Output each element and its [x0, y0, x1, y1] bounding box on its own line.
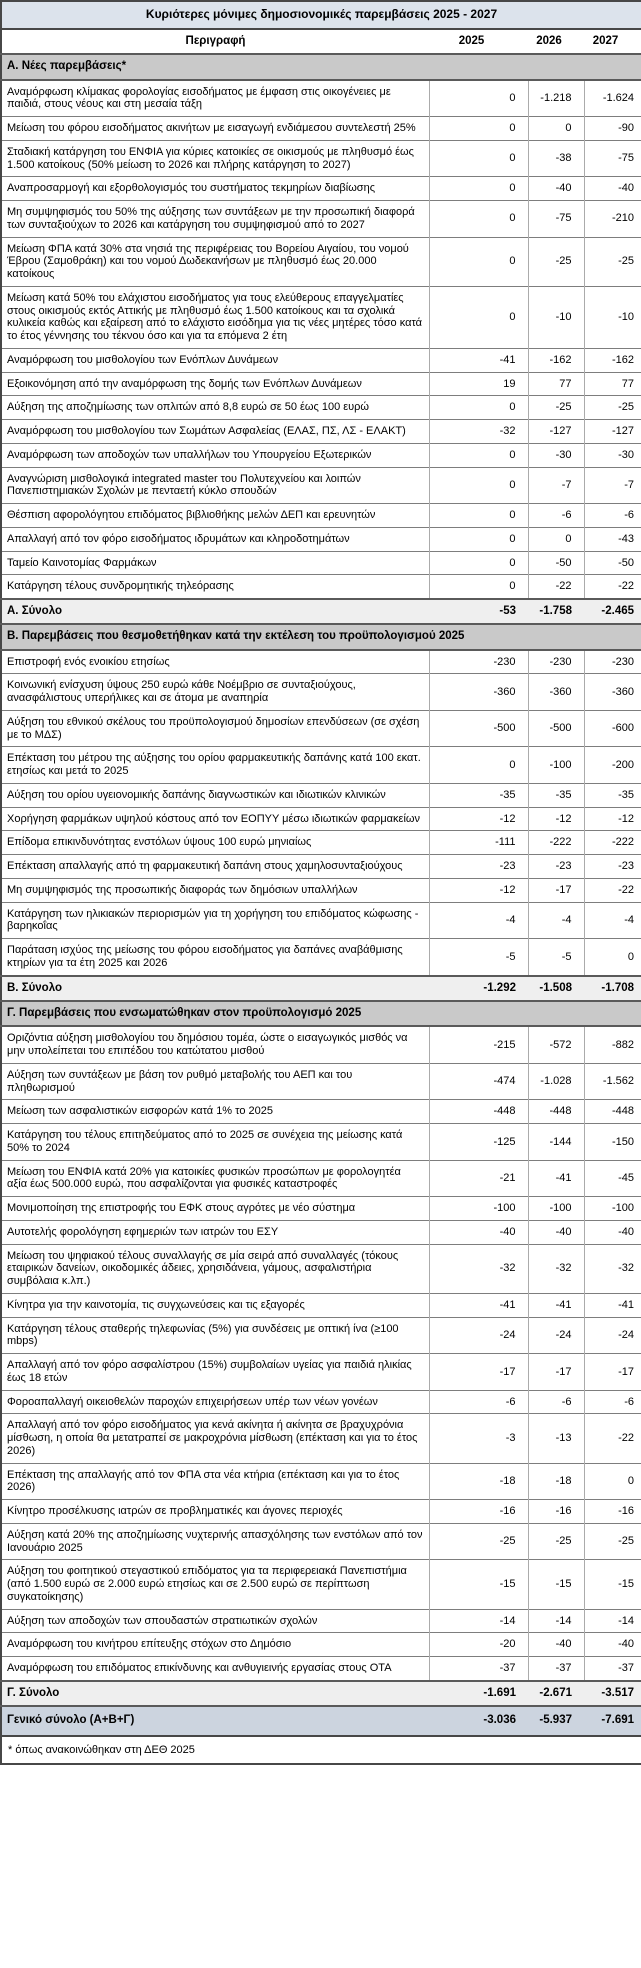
- row-description: Μείωση του ψηφιακού τέλους συναλλαγής σε μία σειρά από συναλλαγές (τόκους εταιρικών δανείων, οικοδομικές άδειες, χρησιδάνεια, γάμους, ασφαλιστήρια συμβόλαια κ.λπ.): [1, 1244, 429, 1293]
- row-value-2025: -448: [429, 1100, 528, 1124]
- row-value-2026: -17: [528, 1354, 584, 1391]
- row-description: Κατάργηση των ηλικιακών περιορισμών για τη χορήγηση του επιδόματος κώφωσης - βαρηκοΐας: [1, 902, 429, 939]
- row-value-2025: -15: [429, 1560, 528, 1609]
- row-value-2027: -6: [584, 1390, 641, 1414]
- row-value-2027: -17: [584, 1354, 641, 1391]
- table-row: [1, 80, 641, 117]
- row-value-2027: 0: [584, 939, 641, 976]
- row-description: Αύξηση του εθνικού σκέλους του προϋπολογισμού δημοσίων επενδύσεων (σε σχέση με το ΜΔΣ): [1, 710, 429, 747]
- row-value-2025: -16: [429, 1500, 528, 1524]
- table-row: [1, 237, 641, 286]
- table-row: [1, 396, 641, 420]
- row-description: Αύξηση του φοιτητικού στεγαστικού επιδόματος για τα περιφερειακά Πανεπιστήμια (από 1.500 ευρώ σε 2.000 ευρώ ετησίως και σε 2.500 ευρώ σε περίπτωση συγκατοίκησης): [1, 1560, 429, 1609]
- grand-total-value-2027: -7.691: [584, 1706, 641, 1735]
- row-value-2026: -572: [528, 1026, 584, 1063]
- row-value-2025: -12: [429, 878, 528, 902]
- row-value-2027: -1.562: [584, 1063, 641, 1100]
- row-value-2025: 0: [429, 396, 528, 420]
- table-row: [1, 1414, 641, 1463]
- table-row: [1, 710, 641, 747]
- row-value-2026: -41: [528, 1160, 584, 1197]
- row-value-2025: -40: [429, 1220, 528, 1244]
- row-value-2026: -222: [528, 831, 584, 855]
- row-description: Μείωση του ΕΝΦΙΑ κατά 20% για κατοικίες φυσικών προσώπων με φορολογητέα αξία έως 500.000 ευρώ, που ασφαλίζονται για φυσικές καταστροφές: [1, 1160, 429, 1197]
- row-value-2026: -24: [528, 1317, 584, 1354]
- row-value-2027: -210: [584, 201, 641, 238]
- subtotal-row: [1, 1681, 641, 1706]
- row-value-2026: -17: [528, 878, 584, 902]
- table-row: [1, 1244, 641, 1293]
- row-value-2027: -43: [584, 527, 641, 551]
- row-value-2027: -23: [584, 855, 641, 879]
- row-description: Αναμόρφωση του επιδόματος επικίνδυνης και ανθυγιεινής εργασίας στους ΟΤΑ: [1, 1657, 429, 1681]
- row-value-2027: -22: [584, 878, 641, 902]
- subtotal-label: Γ. Σύνολο: [1, 1681, 429, 1706]
- row-value-2027: -25: [584, 1523, 641, 1560]
- subtotal-value-2027: -1.708: [584, 976, 641, 1001]
- row-value-2026: -127: [528, 420, 584, 444]
- table-row: [1, 1633, 641, 1657]
- table-row: [1, 1500, 641, 1524]
- section-header-row: [1, 624, 641, 649]
- row-value-2025: -21: [429, 1160, 528, 1197]
- row-description: Αύξηση κατά 20% της αποζημίωσης νυχτερινής απασχόλησης των ενστόλων από τον Ιανουάριο 2025: [1, 1523, 429, 1560]
- row-value-2025: -3: [429, 1414, 528, 1463]
- row-value-2025: -23: [429, 855, 528, 879]
- row-value-2027: -41: [584, 1293, 641, 1317]
- table-row: [1, 1317, 641, 1354]
- row-value-2025: -474: [429, 1063, 528, 1100]
- row-value-2025: -24: [429, 1317, 528, 1354]
- table-body: [1, 54, 641, 1764]
- row-value-2026: -12: [528, 807, 584, 831]
- row-value-2026: -10: [528, 286, 584, 348]
- table-row: [1, 1390, 641, 1414]
- row-value-2025: -125: [429, 1124, 528, 1161]
- row-value-2026: -162: [528, 348, 584, 372]
- row-value-2026: -35: [528, 783, 584, 807]
- row-value-2025: 0: [429, 80, 528, 117]
- row-description: Απαλλαγή από τον φόρο ασφαλίστρου (15%) συμβολαίων υγείας για παιδιά ηλικίας έως 18 ετών: [1, 1354, 429, 1391]
- table-row: [1, 674, 641, 711]
- section-header-row: [1, 1001, 641, 1026]
- grand-total-value-2025: -3.036: [429, 1706, 528, 1735]
- section-header-label: Β. Παρεμβάσεις που θεσμοθετήθηκαν κατά την εκτέλεση του προϋπολογισμού 2025: [1, 624, 641, 649]
- row-value-2027: -37: [584, 1657, 641, 1681]
- table-row: [1, 783, 641, 807]
- row-description: Σταδιακή κατάργηση του ΕΝΦΙΑ για κύριες κατοικίες σε οικισμούς με πληθυσμό έως 1.500 κατοίκους (50% μείωση το 2026 και πλήρης κατάργηση το 2027): [1, 140, 429, 177]
- row-value-2025: -230: [429, 650, 528, 674]
- row-description: Αναμόρφωση του κινήτρου επίτευξης στόχων στο Δημόσιο: [1, 1633, 429, 1657]
- row-value-2027: -16: [584, 1500, 641, 1524]
- row-value-2026: -448: [528, 1100, 584, 1124]
- row-value-2025: -500: [429, 710, 528, 747]
- table-row: [1, 527, 641, 551]
- subtotal-value-2027: -3.517: [584, 1681, 641, 1706]
- row-value-2026: -360: [528, 674, 584, 711]
- row-value-2025: -12: [429, 807, 528, 831]
- row-value-2025: -100: [429, 1197, 528, 1221]
- row-value-2025: 0: [429, 504, 528, 528]
- table-row: [1, 1354, 641, 1391]
- row-value-2027: -1.624: [584, 80, 641, 117]
- row-description: Μονιμοποίηση της επιστροφής του ΕΦΚ στους αγρότες με νέο σύστημα: [1, 1197, 429, 1221]
- column-header-2027: 2027: [584, 29, 641, 54]
- row-value-2027: -162: [584, 348, 641, 372]
- row-description: Θέσπιση αφορολόγητου επιδόματος βιβλιοθήκης μελών ΔΕΠ και ερευνητών: [1, 504, 429, 528]
- row-description: Αύξηση του ορίου υγειονομικής δαπάνης διαγνωστικών και ιδιωτικών κλινικών: [1, 783, 429, 807]
- table-row: [1, 177, 641, 201]
- row-value-2026: -15: [528, 1560, 584, 1609]
- row-value-2026: -4: [528, 902, 584, 939]
- row-description: Επίδομα επικινδυνότητας ενστόλων ύψους 100 ευρώ μηνιαίως: [1, 831, 429, 855]
- row-value-2026: -32: [528, 1244, 584, 1293]
- row-description: Εξοικονόμηση από την αναμόρφωση της δομής των Ενόπλων Δυνάμεων: [1, 372, 429, 396]
- row-value-2027: -90: [584, 117, 641, 141]
- row-value-2025: 0: [429, 747, 528, 784]
- subtotal-label: Β. Σύνολο: [1, 976, 429, 1001]
- row-description: Αναμόρφωση του μισθολογίου των Σωμάτων Ασφαλείας (ΕΛΑΣ, ΠΣ, ΛΣ - ΕΛΑΚΤ): [1, 420, 429, 444]
- table-row: [1, 1160, 641, 1197]
- row-description: Κίνητρα για την καινοτομία, τις συγχωνεύσεις και τις εξαγορές: [1, 1293, 429, 1317]
- subtotal-row: [1, 976, 641, 1001]
- row-value-2027: -100: [584, 1197, 641, 1221]
- row-value-2026: -7: [528, 467, 584, 504]
- row-value-2026: -25: [528, 237, 584, 286]
- table-row: [1, 747, 641, 784]
- row-value-2026: -500: [528, 710, 584, 747]
- row-value-2027: -150: [584, 1124, 641, 1161]
- row-value-2027: -200: [584, 747, 641, 784]
- row-value-2026: -16: [528, 1500, 584, 1524]
- row-value-2027: -25: [584, 237, 641, 286]
- row-description: Αυτοτελής φορολόγηση εφημεριών των ιατρών του ΕΣΥ: [1, 1220, 429, 1244]
- row-value-2027: -6: [584, 504, 641, 528]
- row-description: Απαλλαγή από τον φόρο εισοδήματος ιδρυμάτων και κληροδοτημάτων: [1, 527, 429, 551]
- subtotal-value-2027: -2.465: [584, 599, 641, 624]
- row-value-2025: 19: [429, 372, 528, 396]
- row-value-2027: -22: [584, 1414, 641, 1463]
- row-description: Κατάργηση του τέλους επιτηδεύματος από το 2025 σε συνέχεια της μείωσης κατά 50% το 2024: [1, 1124, 429, 1161]
- row-value-2027: -222: [584, 831, 641, 855]
- row-value-2025: 0: [429, 551, 528, 575]
- row-value-2025: 0: [429, 527, 528, 551]
- row-value-2026: -5: [528, 939, 584, 976]
- row-description: Αύξηση της αποζημίωσης των οπλιτών από 8,8 ευρώ σε 50 έως 100 ευρώ: [1, 396, 429, 420]
- table-row: [1, 443, 641, 467]
- section-header-label: Γ. Παρεμβάσεις που ενσωματώθηκαν στον προϋπολογισμό 2025: [1, 1001, 641, 1026]
- row-value-2025: 0: [429, 575, 528, 599]
- row-value-2025: -41: [429, 348, 528, 372]
- row-value-2026: -37: [528, 1657, 584, 1681]
- row-value-2026: 0: [528, 527, 584, 551]
- footnote-row: [1, 1736, 641, 1765]
- row-value-2025: -4: [429, 902, 528, 939]
- row-value-2027: -25: [584, 396, 641, 420]
- row-description: Χορήγηση φαρμάκων υψηλού κόστους από τον ΕΟΠΥΥ μέσω ιδιωτικών φαρμακείων: [1, 807, 429, 831]
- row-description: Επέκταση απαλλαγής από τη φαρμακευτική δαπάνη στους χαμηλοσυνταξιούχους: [1, 855, 429, 879]
- row-value-2027: -35: [584, 783, 641, 807]
- row-description: Κατάργηση τέλους σταθερής τηλεφωνίας (5%) για συνδέσεις με οπτική ίνα (≥100 mbps): [1, 1317, 429, 1354]
- row-value-2026: -40: [528, 177, 584, 201]
- row-value-2027: -10: [584, 286, 641, 348]
- table-row: [1, 878, 641, 902]
- row-description: Παράταση ισχύος της μείωσης του φόρου εισοδήματος για δαπάνες αναβάθμισης κτηρίων για τα έτη 2025 και 2026: [1, 939, 429, 976]
- row-value-2026: -41: [528, 1293, 584, 1317]
- column-header-row: [1, 29, 641, 54]
- table-row: [1, 1124, 641, 1161]
- row-description: Μείωση κατά 50% του ελάχιστου εισοδήματος για τους ελεύθερους επαγγελματίες στους οικισμούς εκτός Αττικής με πληθυσμό έως 1.500 κατοίκους και τα σχολικά κυλικεία καθώς και εξαίρεση από το ελάχιστο εισόδημα για τις νέες μητέρες τόσο κατά το έτος γέννησης του τέκνου όσο και για τα επόμενα 2 έτη: [1, 286, 429, 348]
- subtotal-label: Α. Σύνολο: [1, 599, 429, 624]
- row-description: Κίνητρο προσέλκυσης ιατρών σε προβληματικές και άγονες περιοχές: [1, 1500, 429, 1524]
- subtotal-row: [1, 599, 641, 624]
- row-value-2025: 0: [429, 140, 528, 177]
- row-value-2027: -448: [584, 1100, 641, 1124]
- row-description: Οριζόντια αύξηση μισθολογίου του δημόσιου τομέα, ώστε ο εισαγωγικός μισθός να μην υπολείπεται του επιπέδου του κατώτατου μισθού: [1, 1026, 429, 1063]
- footnote-text: * όπως ανακοινώθηκαν στη ΔΕΘ 2025: [1, 1736, 641, 1765]
- row-description: Αναγνώριση μισθολογικά integrated master του Πολυτεχνείου και λοιπών Πανεπιστημιακών Σχολών με πενταετή κύκλο σπουδών: [1, 467, 429, 504]
- row-value-2027: 77: [584, 372, 641, 396]
- table-row: [1, 807, 641, 831]
- row-value-2026: -23: [528, 855, 584, 879]
- subtotal-value-2026: -1.758: [528, 599, 584, 624]
- row-value-2027: -127: [584, 420, 641, 444]
- section-header-label: Α. Νέες παρεμβάσεις*: [1, 54, 641, 79]
- table-row: [1, 504, 641, 528]
- table-row: [1, 117, 641, 141]
- table-row: [1, 1197, 641, 1221]
- table-row: [1, 551, 641, 575]
- grand-total-label: Γενικό σύνολο (Α+Β+Γ): [1, 1706, 429, 1735]
- row-description: Μείωση ΦΠΑ κατά 30% στα νησιά της περιφέρειας του Βορείου Αιγαίου, του νομού Έβρου (Σαμοθράκη) και του νομού Δωδεκανήσων με πληθυσμό έως 20.000 κατοίκους: [1, 237, 429, 286]
- grand-total-value-2026: -5.937: [528, 1706, 584, 1735]
- table-row: [1, 650, 641, 674]
- row-description: Αναμόρφωση των αποδοχών των υπαλλήλων του Υπουργείου Εξωτερικών: [1, 443, 429, 467]
- table-row: [1, 902, 641, 939]
- row-value-2025: -20: [429, 1633, 528, 1657]
- row-value-2025: 0: [429, 117, 528, 141]
- table-row: [1, 831, 641, 855]
- row-value-2026: -144: [528, 1124, 584, 1161]
- table-row: [1, 140, 641, 177]
- grand-total-row: [1, 1706, 641, 1735]
- subtotal-value-2026: -1.508: [528, 976, 584, 1001]
- row-value-2025: -14: [429, 1609, 528, 1633]
- row-value-2025: -35: [429, 783, 528, 807]
- row-description: Ταμείο Καινοτομίας Φαρμάκων: [1, 551, 429, 575]
- table-row: [1, 420, 641, 444]
- table-row: [1, 1560, 641, 1609]
- subtotal-value-2025: -53: [429, 599, 528, 624]
- row-value-2026: 77: [528, 372, 584, 396]
- row-description: Κατάργηση τέλους συνδρομητικής τηλεόρασης: [1, 575, 429, 599]
- section-header-row: [1, 54, 641, 79]
- row-value-2025: -41: [429, 1293, 528, 1317]
- row-value-2027: -75: [584, 140, 641, 177]
- row-description: Απαλλαγή από τον φόρο εισοδήματος για κενά ακίνητα ή ακίνητα σε βραχυχρόνια μίσθωση, η οποία θα μετατραπεί σε μακροχρόνια μίσθωση (επέκταση και για το έτος 2026): [1, 1414, 429, 1463]
- row-value-2026: -230: [528, 650, 584, 674]
- subtotal-value-2026: -2.671: [528, 1681, 584, 1706]
- row-value-2027: -14: [584, 1609, 641, 1633]
- row-value-2026: -40: [528, 1633, 584, 1657]
- table-row: [1, 1293, 641, 1317]
- row-description: Μείωση του φόρου εισοδήματος ακινήτων με εισαγωγή ενδιάμεσου συντελεστή 25%: [1, 117, 429, 141]
- row-value-2025: 0: [429, 177, 528, 201]
- row-value-2025: 0: [429, 467, 528, 504]
- row-value-2025: -360: [429, 674, 528, 711]
- table-row: [1, 1657, 641, 1681]
- row-value-2026: -25: [528, 396, 584, 420]
- column-header-2025: 2025: [429, 29, 528, 54]
- table-row: [1, 1609, 641, 1633]
- row-value-2026: -6: [528, 1390, 584, 1414]
- row-value-2025: -32: [429, 1244, 528, 1293]
- row-value-2025: -17: [429, 1354, 528, 1391]
- row-value-2027: -40: [584, 177, 641, 201]
- row-description: Μη συμψηφισμός της προσωπικής διαφοράς των δημόσιων υπαλλήλων: [1, 878, 429, 902]
- row-value-2027: -45: [584, 1160, 641, 1197]
- row-value-2026: -22: [528, 575, 584, 599]
- row-value-2025: -18: [429, 1463, 528, 1500]
- row-value-2027: -882: [584, 1026, 641, 1063]
- table-row: [1, 201, 641, 238]
- row-value-2025: 0: [429, 201, 528, 238]
- row-description: Επέκταση του μέτρου της αύξησης του ορίου φαρμακευτικής δαπάνης κατά 100 εκατ. ετησίως και μετά το 2025: [1, 747, 429, 784]
- row-value-2026: -100: [528, 1197, 584, 1221]
- row-value-2026: -75: [528, 201, 584, 238]
- table-row: [1, 1523, 641, 1560]
- table-row: [1, 1063, 641, 1100]
- row-value-2025: -25: [429, 1523, 528, 1560]
- table-row: [1, 939, 641, 976]
- row-value-2027: -24: [584, 1317, 641, 1354]
- row-description: Μείωση των ασφαλιστικών εισφορών κατά 1% το 2025: [1, 1100, 429, 1124]
- row-value-2026: -30: [528, 443, 584, 467]
- row-value-2027: -15: [584, 1560, 641, 1609]
- row-value-2026: -18: [528, 1463, 584, 1500]
- row-value-2026: -25: [528, 1523, 584, 1560]
- row-value-2027: -12: [584, 807, 641, 831]
- row-value-2027: -30: [584, 443, 641, 467]
- row-description: Κοινωνική ενίσχυση ύψους 250 ευρώ κάθε Νοέμβριο σε συνταξιούχους, ανασφάλιστους υπερήλικες και σε άτομα με αναπηρία: [1, 674, 429, 711]
- row-value-2027: -360: [584, 674, 641, 711]
- row-value-2026: -100: [528, 747, 584, 784]
- row-description: Επιστροφή ενός ενοικίου ετησίως: [1, 650, 429, 674]
- row-value-2025: -32: [429, 420, 528, 444]
- row-value-2026: -40: [528, 1220, 584, 1244]
- row-value-2026: -38: [528, 140, 584, 177]
- table-title: Κυριότερες μόνιμες δημοσιονομικές παρεμβάσεις 2025 - 2027: [1, 1, 641, 29]
- row-description: Φοροαπαλλαγή οικειοθελών παροχών επιχειρήσεων υπέρ των νέων γονέων: [1, 1390, 429, 1414]
- row-value-2026: -14: [528, 1609, 584, 1633]
- table-row: [1, 1100, 641, 1124]
- row-value-2025: -111: [429, 831, 528, 855]
- row-value-2025: 0: [429, 443, 528, 467]
- row-value-2026: -1.028: [528, 1063, 584, 1100]
- row-description: Αναμόρφωση του μισθολογίου των Ενόπλων Δυνάμεων: [1, 348, 429, 372]
- row-description: Μη συμψηφισμός του 50% της αύξησης των συντάξεων με την προσωπική διαφορά των συνταξιούχων το 2026 και κατάργηση του συμψηφισμού από το 2027: [1, 201, 429, 238]
- table-row: [1, 1220, 641, 1244]
- table-title-row: [1, 1, 641, 29]
- row-value-2027: -40: [584, 1633, 641, 1657]
- row-description: Επέκταση της απαλλαγής από τον ΦΠΑ στα νέα κτήρια (επέκταση και για το έτος 2026): [1, 1463, 429, 1500]
- row-value-2026: -50: [528, 551, 584, 575]
- row-value-2027: -40: [584, 1220, 641, 1244]
- row-value-2027: -50: [584, 551, 641, 575]
- table-row: [1, 855, 641, 879]
- table-row: [1, 1026, 641, 1063]
- row-description: Αύξηση των αποδοχών των σπουδαστών στρατιωτικών σχολών: [1, 1609, 429, 1633]
- row-value-2027: -32: [584, 1244, 641, 1293]
- row-description: Αναμόρφωση κλίμακας φορολογίας εισοδήματος με έμφαση στις οικογένειες με παιδιά, στους νέους και στη μεσαία τάξη: [1, 80, 429, 117]
- table-row: [1, 348, 641, 372]
- column-header-description: Περιγραφή: [1, 29, 429, 54]
- subtotal-value-2025: -1.691: [429, 1681, 528, 1706]
- row-value-2026: -6: [528, 504, 584, 528]
- column-header-2026: 2026: [528, 29, 584, 54]
- row-description: Αύξηση των συντάξεων με βάση τον ρυθμό μεταβολής του ΑΕΠ και του πληθωρισμού: [1, 1063, 429, 1100]
- row-value-2025: -5: [429, 939, 528, 976]
- row-value-2027: -4: [584, 902, 641, 939]
- row-value-2025: -37: [429, 1657, 528, 1681]
- table-row: [1, 575, 641, 599]
- row-value-2027: -22: [584, 575, 641, 599]
- row-description: Αναπροσαρμογή και εξορθολογισμός του συστήματος τεκμηρίων διαβίωσης: [1, 177, 429, 201]
- row-value-2026: 0: [528, 117, 584, 141]
- row-value-2027: -7: [584, 467, 641, 504]
- row-value-2025: 0: [429, 237, 528, 286]
- table-row: [1, 1463, 641, 1500]
- row-value-2027: -230: [584, 650, 641, 674]
- row-value-2025: 0: [429, 286, 528, 348]
- row-value-2026: -1.218: [528, 80, 584, 117]
- subtotal-value-2025: -1.292: [429, 976, 528, 1001]
- row-value-2027: 0: [584, 1463, 641, 1500]
- row-value-2026: -13: [528, 1414, 584, 1463]
- row-value-2025: -6: [429, 1390, 528, 1414]
- row-value-2027: -600: [584, 710, 641, 747]
- table-row: [1, 372, 641, 396]
- row-value-2025: -215: [429, 1026, 528, 1063]
- table-row: [1, 286, 641, 348]
- table-row: [1, 467, 641, 504]
